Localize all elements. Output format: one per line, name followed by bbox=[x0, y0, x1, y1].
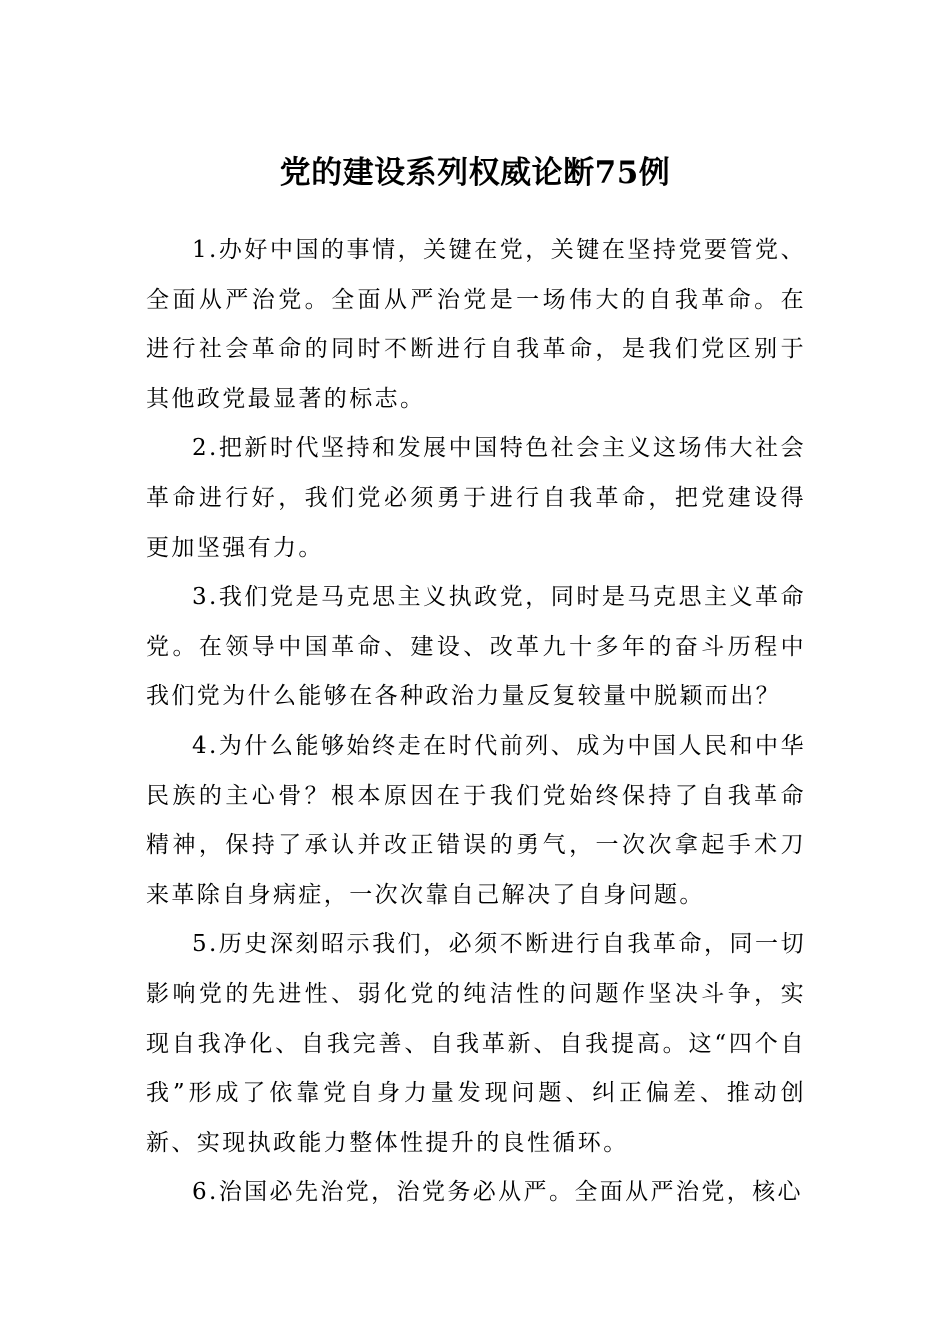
paragraph-3: 3.我们党是马克思主义执政党，同时是马克思主义革命党。在领导中国革命、建设、改革九十多年的奋斗历程中我们党为什么能够在各种政治力量反复较量中脱颖而出？ bbox=[146, 584, 806, 710]
paragraph-4: 4.为什么能够始终走在时代前列、成为中国人民和中华民族的主心骨？根本原因在于我们党始终保持了自我革命精神，保持了承认并改正错误的勇气，一次次拿起手术刀来革除自身病症，一次次靠自己解决了自身问题。 bbox=[146, 732, 806, 908]
paragraph-6: 6.治国必先治党，治党务必从严。全面从严治党，核心 bbox=[192, 1179, 803, 1206]
paragraph-5: 5.历史深刻昭示我们，必须不断进行自我革命，同一切影响党的先进性、弱化党的纯洁性的问题作坚决斗争，实现自我净化、自我完善、自我革新、自我提高。这“四个自我”形成了依靠党自身力量发现问题、纠正偏差、推动创新、实现执政能力整体性提升的良性循环。 bbox=[146, 931, 806, 1156]
paragraph-2: 2.把新时代坚持和发展中国特色社会主义这场伟大社会革命进行好，我们党必须勇于进行自我革命，把党建设得更加坚强有力。 bbox=[146, 435, 806, 561]
document-body bbox=[146, 226, 806, 1218]
document-title: 党的建设系列权威论断75例 bbox=[279, 155, 671, 191]
paragraph-1: 1.办好中国的事情，关键在党，关键在坚持党要管党、全面从严治党。全面从严治党是一场伟大的自我革命。在进行社会革命的同时不断进行自我革命，是我们党区别于其他政党最显著的标志。 bbox=[146, 237, 806, 412]
